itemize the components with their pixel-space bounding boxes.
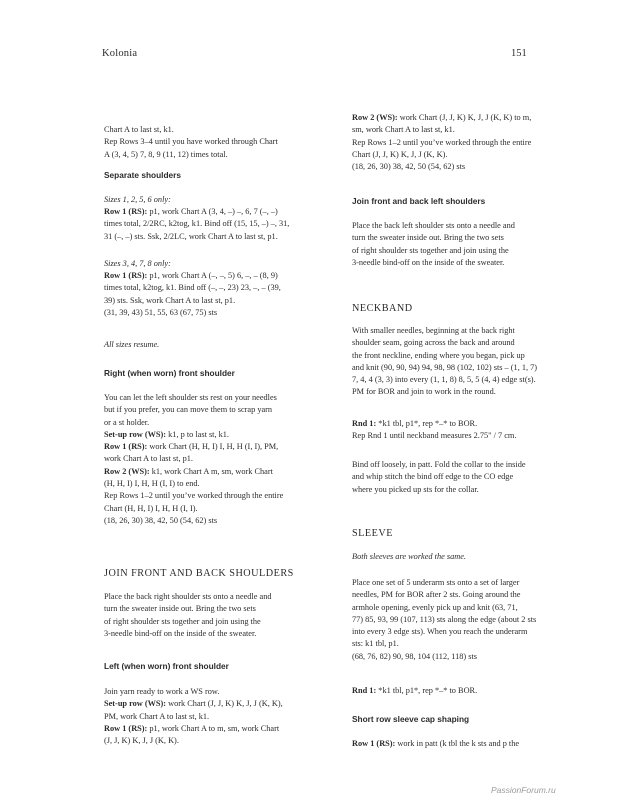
sleeve-paragraph: Place one set of 5 underarm sts onto a set of larger needles, PM for BOR after 2 sts. Going around the armhole opening, evenly pick up and knit (63, 71, 77) 85, 93, 99 (107, 113) sts along the edge (about 2 sts into every 3 edge sts). When you reach the underarm sts: k1 tbl, p1. (68, 76, 82) 90, 98, 104 (112, 118) sts bbox=[352, 578, 537, 661]
sizes-b-label: Sizes 3, 4, 7, 8 only: bbox=[104, 259, 171, 268]
sizes-a-paragraph: Row 1 (RS): p1, work Chart A (3, 4, –) –, 6, 7 (–, –) times total, 2/2RC, k2tog, k1. Bind off (15, 15, –) –, 31, 31 (–, –) sts. Ssk, 2/2LC, work Chart A to last st, p1. bbox=[104, 207, 290, 241]
neckband-paragraph: With smaller needles, beginning at the back right shoulder seam, going across the back and around the front neckline, ending where you began, pick up and knit (90, 90, 94) 94, 98, 98 (102, 102) sts – (1, 1, 7) 7, 4, 4 (3, 3) into every (1, 1, 8) 8, 5, 5 (4, 4) edge st(s). PM for BOR and join to work in the round. bbox=[352, 326, 538, 397]
running-header-title: Kolonia bbox=[102, 48, 138, 59]
neckband-round-paragraph: Rnd 1: *k1 tbl, p1*, rep *–* to BOR. Rep Rnd 1 until neckband measures 2.75" / 7 cm. bbox=[352, 419, 517, 441]
intro-paragraph: Chart A to last st, k1. Rep Rows 3–4 until you have worked through Chart A (3, 4, 5) 7, 8, 9 (11, 12) times total. bbox=[104, 125, 278, 159]
sizes-a-label: Sizes 1, 2, 5, 6 only: bbox=[104, 195, 171, 204]
sleeve-round-line: Rnd 1: *k1 tbl, p1*, rep *–* to BOR. bbox=[352, 686, 478, 695]
left-shoulder-paragraph: Join yarn ready to work a WS row. Set-up row (WS): work Chart (J, J, K) K, J, J (K, K), PM, work Chart A to last st, k1. Row 1 (RS): p1, work Chart A to m, sm, work Chart (J, J, K) K, J, J (K, K). bbox=[104, 687, 283, 746]
sleeve-note: Both sleeves are worked the same. bbox=[352, 552, 466, 561]
join-shoulders-heading: JOIN FRONT AND BACK SHOULDERS bbox=[104, 568, 294, 579]
neckband-heading: NECKBAND bbox=[352, 303, 413, 314]
join-shoulders-paragraph: Place the back right shoulder sts onto a needle and turn the sweater inside out. Bring the two sets of right shoulder sts together and join using the 3-needle bind-off on the inside of the sweater. bbox=[104, 592, 272, 638]
sleeve-heading: SLEEVE bbox=[352, 528, 393, 539]
left-shoulder-heading: Left (when worn) front shoulder bbox=[104, 661, 229, 671]
sizes-b-paragraph: Row 1 (RS): p1, work Chart A (–, –, 5) 6, –, – (8, 9) times total, k2tog, k1. Bind off (–, –, 23) 23, –, – (39, 39) sts. Ssk, work Chart A to last st, p1. (31, 39, 43) 51, 55, 63 (67, 75) sts bbox=[104, 271, 281, 317]
watermark: PassionForum.ru bbox=[491, 785, 556, 795]
row2-paragraph: Row 2 (WS): work Chart (J, J, K) K, J, J (K, K) to m, sm, work Chart A to last st, k1. Rep Rows 1–2 until you’ve worked through the entire Chart (J, J, K) K, J, J (K, K). (18, 26, 30) 38, 42, 50 (54, 62) sts bbox=[352, 113, 532, 172]
join-left-shoulders-paragraph: Place the back left shoulder sts onto a needle and turn the sweater inside out. Bring the two sets of right shoulder sts together and join using the 3-needle bind-off on the inside of the sweater. bbox=[352, 221, 515, 267]
short-row-paragraph: Row 1 (RS): work in patt (k tbl the k sts and p the bbox=[352, 739, 520, 748]
page-number: 151 bbox=[511, 48, 527, 59]
join-left-shoulders-heading: Join front and back left shoulders bbox=[352, 196, 486, 206]
short-row-heading: Short row sleeve cap shaping bbox=[352, 714, 470, 724]
right-shoulder-paragraph: You can let the left shoulder sts rest on your needles but if you prefer, you can move them to scrap yarn or a st holder. Set-up row (WS): k1, p to last st, k1. Row 1 (RS): work Chart (H, H, I) I, H, H (I, I), PM, work Chart A to last st, p1. Row 2 (WS): k1, work Chart A m, sm, work Chart (H, H, I) I, H, H (I, I) to end. Rep Rows 1–2 until you’ve worked through the entire Chart (H, H, I) I, H, H (I, I). (18, 26, 30) 38, 42, 50 (54, 62) sts bbox=[104, 393, 284, 525]
neckband-bind-off-paragraph: Bind off loosely, in patt. Fold the collar to the inside and whip stitch the bind off edge to the CO edge where you picked up sts for the collar. bbox=[352, 460, 526, 494]
separate-shoulders-heading: Separate shoulders bbox=[104, 170, 182, 180]
right-shoulder-heading: Right (when worn) front shoulder bbox=[104, 368, 235, 378]
all-sizes-note: All sizes resume. bbox=[104, 340, 160, 349]
